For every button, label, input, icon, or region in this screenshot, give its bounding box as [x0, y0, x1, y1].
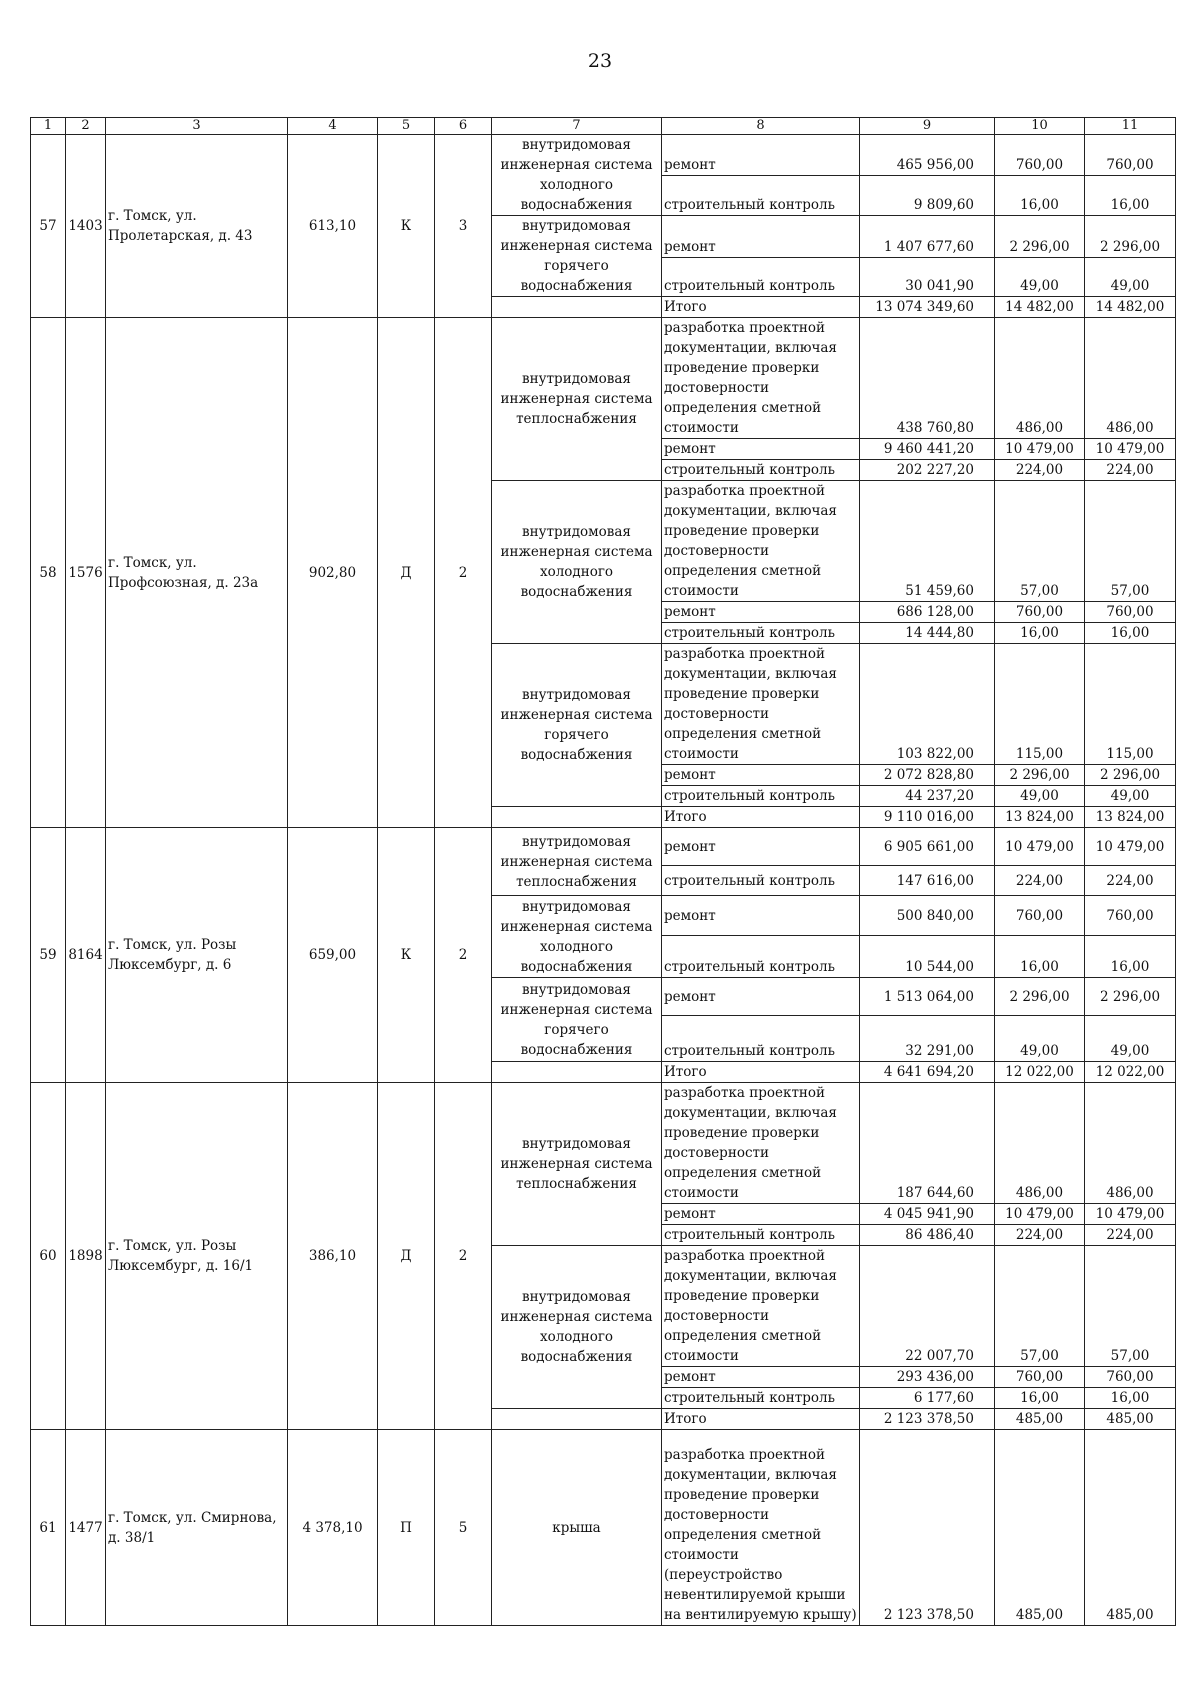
- work-type: строительный контроль: [662, 460, 860, 481]
- work-type: строительный контроль: [662, 257, 860, 296]
- cost-value: 1 513 064,00: [860, 978, 995, 1016]
- total-unit-cost: 485,00: [995, 1409, 1085, 1430]
- house-area: 386,10: [288, 1083, 378, 1430]
- house-type: К: [378, 828, 435, 1083]
- total-unit-cost: 13 824,00: [995, 807, 1085, 828]
- total-limit-cost: 485,00: [1085, 1409, 1176, 1430]
- limit-cost: 10 479,00: [1085, 1204, 1176, 1225]
- limit-cost: 115,00: [1085, 644, 1176, 765]
- row-number: 60: [31, 1083, 66, 1430]
- unit-cost: 224,00: [995, 1225, 1085, 1246]
- system-name: внутридомовая инженерная система горячего водоснабжения: [492, 978, 662, 1062]
- col-header-7: 7: [492, 118, 662, 135]
- cost-value: 9 460 441,20: [860, 439, 995, 460]
- work-type: ремонт: [662, 765, 860, 786]
- unit-cost: 485,00: [995, 1430, 1085, 1626]
- total-cost: 13 074 349,60: [860, 297, 995, 318]
- work-type: строительный контроль: [662, 1388, 860, 1409]
- limit-cost: 49,00: [1085, 257, 1176, 296]
- col-header-10: 10: [995, 118, 1085, 135]
- house-floors: 2: [435, 1083, 492, 1430]
- work-type: ремонт: [662, 135, 860, 176]
- cost-value: 22 007,70: [860, 1246, 995, 1367]
- cost-value: 6 177,60: [860, 1388, 995, 1409]
- row-number: 59: [31, 828, 66, 1083]
- col-header-8: 8: [662, 118, 860, 135]
- cost-value: 86 486,40: [860, 1225, 995, 1246]
- unit-cost: 16,00: [995, 936, 1085, 978]
- unit-cost: 760,00: [995, 135, 1085, 176]
- house-floors: 5: [435, 1430, 492, 1626]
- limit-cost: 224,00: [1085, 1225, 1176, 1246]
- house-code: 1898: [66, 1083, 106, 1430]
- unit-cost: 2 296,00: [995, 765, 1085, 786]
- col-header-3: 3: [106, 118, 288, 135]
- col-header-5: 5: [378, 118, 435, 135]
- cost-value: 51 459,60: [860, 481, 995, 602]
- limit-cost: 16,00: [1085, 175, 1176, 216]
- limit-cost: 16,00: [1085, 1388, 1176, 1409]
- limit-cost: 2 296,00: [1085, 765, 1176, 786]
- house-code: 1477: [66, 1430, 106, 1626]
- table-row: [31, 1083, 1176, 1204]
- work-type: разработка проектной документации, включая проведение проверки достоверности определения сметной стоимости: [662, 481, 860, 602]
- work-type: ремонт: [662, 828, 860, 866]
- blank-cell: [492, 807, 662, 828]
- total-label: Итого: [662, 1062, 860, 1083]
- work-type: строительный контроль: [662, 1225, 860, 1246]
- unit-cost: 49,00: [995, 257, 1085, 296]
- system-name: внутридомовая инженерная система теплоснабжения: [492, 828, 662, 896]
- work-type: строительный контроль: [662, 1016, 860, 1062]
- total-label: Итого: [662, 1409, 860, 1430]
- house-type: Д: [378, 318, 435, 828]
- work-type: разработка проектной документации, включая проведение проверки достоверности определения сметной стоимости: [662, 644, 860, 765]
- limit-cost: 49,00: [1085, 1016, 1176, 1062]
- limit-cost: 760,00: [1085, 135, 1176, 176]
- cost-value: 103 822,00: [860, 644, 995, 765]
- unit-cost: 486,00: [995, 1083, 1085, 1204]
- house-floors: 3: [435, 135, 492, 318]
- unit-cost: 2 296,00: [995, 216, 1085, 258]
- limit-cost: 224,00: [1085, 460, 1176, 481]
- unit-cost: 16,00: [995, 623, 1085, 644]
- house-code: 8164: [66, 828, 106, 1083]
- cost-value: 465 956,00: [860, 135, 995, 176]
- work-type: разработка проектной документации, включая проведение проверки достоверности определения сметной стоимости (переустройство невентилируемой крыши на вентилируемую крышу): [662, 1430, 860, 1626]
- row-number: 61: [31, 1430, 66, 1626]
- unit-cost: 760,00: [995, 602, 1085, 623]
- work-type: ремонт: [662, 439, 860, 460]
- work-type: разработка проектной документации, включая проведение проверки достоверности определения сметной стоимости: [662, 1083, 860, 1204]
- house-code: 1576: [66, 318, 106, 828]
- work-type: строительный контроль: [662, 786, 860, 807]
- work-type: разработка проектной документации, включая проведение проверки достоверности определения сметной стоимости: [662, 1246, 860, 1367]
- work-type: ремонт: [662, 978, 860, 1016]
- cost-value: 32 291,00: [860, 1016, 995, 1062]
- cost-value: 10 544,00: [860, 936, 995, 978]
- total-limit-cost: 14 482,00: [1085, 297, 1176, 318]
- cost-value: 6 905 661,00: [860, 828, 995, 866]
- work-type: ремонт: [662, 1367, 860, 1388]
- house-address: г. Томск, ул. Пролетарская, д. 43: [106, 135, 288, 318]
- unit-cost: 10 479,00: [995, 439, 1085, 460]
- limit-cost: 57,00: [1085, 481, 1176, 602]
- work-type: разработка проектной документации, включая проведение проверки достоверности определения сметной стоимости: [662, 318, 860, 439]
- system-name: внутридомовая инженерная система теплоснабжения: [492, 1083, 662, 1246]
- house-address: г. Томск, ул. Розы Люксембург, д. 16/1: [106, 1083, 288, 1430]
- cost-value: 1 407 677,60: [860, 216, 995, 258]
- system-name: внутридомовая инженерная система холодного водоснабжения: [492, 1246, 662, 1409]
- col-header-6: 6: [435, 118, 492, 135]
- blank-cell: [492, 297, 662, 318]
- total-label: Итого: [662, 297, 860, 318]
- cost-value: 500 840,00: [860, 896, 995, 936]
- work-type: ремонт: [662, 216, 860, 258]
- total-limit-cost: 13 824,00: [1085, 807, 1176, 828]
- limit-cost: 224,00: [1085, 866, 1176, 896]
- total-unit-cost: 14 482,00: [995, 297, 1085, 318]
- house-type: П: [378, 1430, 435, 1626]
- unit-cost: 10 479,00: [995, 1204, 1085, 1225]
- work-type: строительный контроль: [662, 866, 860, 896]
- repair-register-table: [30, 117, 1176, 1626]
- col-header-1: 1: [31, 118, 66, 135]
- limit-cost: 57,00: [1085, 1246, 1176, 1367]
- house-area: 902,80: [288, 318, 378, 828]
- unit-cost: 115,00: [995, 644, 1085, 765]
- system-name: внутридомовая инженерная система горячего водоснабжения: [492, 216, 662, 297]
- total-cost: 9 110 016,00: [860, 807, 995, 828]
- work-type: строительный контроль: [662, 936, 860, 978]
- system-name: внутридомовая инженерная система горячего водоснабжения: [492, 644, 662, 807]
- unit-cost: 57,00: [995, 481, 1085, 602]
- page-number: 23: [587, 50, 613, 72]
- cost-value: 686 128,00: [860, 602, 995, 623]
- total-unit-cost: 12 022,00: [995, 1062, 1085, 1083]
- table-row: [31, 135, 1176, 176]
- limit-cost: 49,00: [1085, 786, 1176, 807]
- table-row: [31, 318, 1176, 439]
- column-number-header: [31, 118, 1176, 135]
- house-code: 1403: [66, 135, 106, 318]
- cost-value: 9 809,60: [860, 175, 995, 216]
- cost-value: 187 644,60: [860, 1083, 995, 1204]
- cost-value: 147 616,00: [860, 866, 995, 896]
- blank-cell: [492, 1409, 662, 1430]
- table-row: [31, 1430, 1176, 1626]
- unit-cost: 49,00: [995, 786, 1085, 807]
- house-area: 4 378,10: [288, 1430, 378, 1626]
- cost-value: 4 045 941,90: [860, 1204, 995, 1225]
- house-area: 659,00: [288, 828, 378, 1083]
- total-limit-cost: 12 022,00: [1085, 1062, 1176, 1083]
- unit-cost: 16,00: [995, 1388, 1085, 1409]
- table-row: [31, 828, 1176, 866]
- system-name: внутридомовая инженерная система теплоснабжения: [492, 318, 662, 481]
- limit-cost: 760,00: [1085, 1367, 1176, 1388]
- cost-value: 438 760,80: [860, 318, 995, 439]
- limit-cost: 485,00: [1085, 1430, 1176, 1626]
- unit-cost: 2 296,00: [995, 978, 1085, 1016]
- cost-value: 2 123 378,50: [860, 1430, 995, 1626]
- cost-value: 14 444,80: [860, 623, 995, 644]
- cost-value: 202 227,20: [860, 460, 995, 481]
- work-type: строительный контроль: [662, 175, 860, 216]
- house-area: 613,10: [288, 135, 378, 318]
- total-cost: 2 123 378,50: [860, 1409, 995, 1430]
- limit-cost: 760,00: [1085, 896, 1176, 936]
- unit-cost: 486,00: [995, 318, 1085, 439]
- col-header-11: 11: [1085, 118, 1176, 135]
- blank-cell: [492, 1062, 662, 1083]
- house-floors: 2: [435, 318, 492, 828]
- limit-cost: 486,00: [1085, 318, 1176, 439]
- house-floors: 2: [435, 828, 492, 1083]
- limit-cost: 2 296,00: [1085, 216, 1176, 258]
- total-cost: 4 641 694,20: [860, 1062, 995, 1083]
- row-number: 58: [31, 318, 66, 828]
- col-header-2: 2: [66, 118, 106, 135]
- cost-value: 2 072 828,80: [860, 765, 995, 786]
- work-type: ремонт: [662, 602, 860, 623]
- house-address: г. Томск, ул. Профсоюзная, д. 23а: [106, 318, 288, 828]
- unit-cost: 760,00: [995, 896, 1085, 936]
- limit-cost: 16,00: [1085, 936, 1176, 978]
- house-type: Д: [378, 1083, 435, 1430]
- system-name: внутридомовая инженерная система холодного водоснабжения: [492, 896, 662, 978]
- limit-cost: 10 479,00: [1085, 828, 1176, 866]
- limit-cost: 16,00: [1085, 623, 1176, 644]
- work-type: строительный контроль: [662, 623, 860, 644]
- limit-cost: 10 479,00: [1085, 439, 1176, 460]
- unit-cost: 224,00: [995, 460, 1085, 481]
- unit-cost: 16,00: [995, 175, 1085, 216]
- unit-cost: 224,00: [995, 866, 1085, 896]
- unit-cost: 57,00: [995, 1246, 1085, 1367]
- row-number: 57: [31, 135, 66, 318]
- unit-cost: 49,00: [995, 1016, 1085, 1062]
- total-label: Итого: [662, 807, 860, 828]
- limit-cost: 2 296,00: [1085, 978, 1176, 1016]
- system-name: внутридомовая инженерная система холодного водоснабжения: [492, 135, 662, 216]
- col-header-9: 9: [860, 118, 995, 135]
- cost-value: 30 041,90: [860, 257, 995, 296]
- system-name: внутридомовая инженерная система холодного водоснабжения: [492, 481, 662, 644]
- limit-cost: 760,00: [1085, 602, 1176, 623]
- unit-cost: 760,00: [995, 1367, 1085, 1388]
- house-address: г. Томск, ул. Смирнова, д. 38/1: [106, 1430, 288, 1626]
- work-type: ремонт: [662, 1204, 860, 1225]
- cost-value: 293 436,00: [860, 1367, 995, 1388]
- system-name: крыша: [492, 1430, 662, 1626]
- house-address: г. Томск, ул. Розы Люксембург, д. 6: [106, 828, 288, 1083]
- unit-cost: 10 479,00: [995, 828, 1085, 866]
- work-type: ремонт: [662, 896, 860, 936]
- col-header-4: 4: [288, 118, 378, 135]
- house-type: К: [378, 135, 435, 318]
- cost-value: 44 237,20: [860, 786, 995, 807]
- limit-cost: 486,00: [1085, 1083, 1176, 1204]
